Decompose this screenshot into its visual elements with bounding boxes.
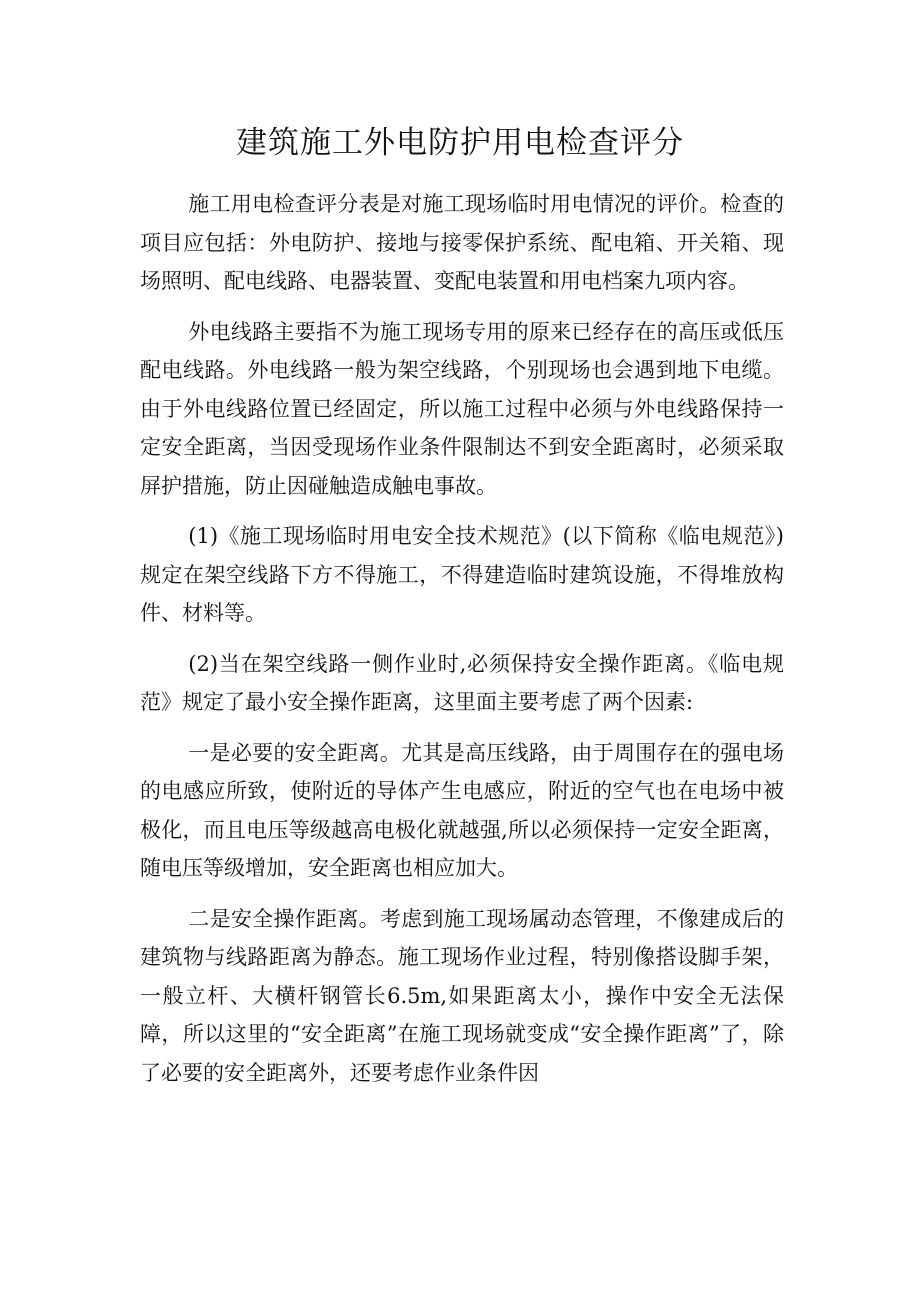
document-title: 建筑施工外电防护用电检查评分	[236, 125, 684, 161]
paragraph-factor-1: 一是必要的安全距离。尤其是高压线路，由于周围存在的强电场的电感应所致，使附近的导体产生电感应，附近的空气也在电场中被极化，而且电压等级越高电极化就越强,所以必须保持一定安全距离，随电压等级增加，安全距离也相应加大。	[140, 740, 784, 880]
paragraph-external-lines: 外电线路主要指不为施工现场专用的原来已经存在的高压或低压配电线路。外电线路一般为架空线路，个别现场也会遇到地下电缆。由于外电线路位置已经固定，所以施工过程中必须与外电线路保持一定安全距离，当因受现场作业条件限制达不到安全距离时，必须采取屏护措施，防止因碰触造成触电事故。	[140, 319, 784, 498]
document-body	[140, 185, 784, 1104]
paragraph-factor-2: 二是安全操作距离。考虑到施工现场属动态管理，不像建成后的建筑物与线路距离为静态。施工现场作业过程，特别像搭设脚手架，一般立杆、大横杆钢管长6.5m,如果距离太小，操作中安全无法保障，所以这里的“安全距离”在施工现场就变成“安全操作距离”了，除了必要的安全距离外，还要考虑作业条件因	[140, 906, 784, 1085]
paragraph-rule-1: (1)《施工现场临时用电安全技术规范》(以下简称《临电规范》)规定在架空线路下方不得施工，不得建造临时建筑设施，不得堆放构件、材料等。	[140, 524, 784, 625]
paragraph-rule-2: (2)当在架空线路一侧作业时,必须保持安全操作距离。《临电规范》规定了最小安全操作距离，这里面主要考虑了两个因素:	[140, 651, 784, 714]
paragraph-inspection-scope: 施工用电检查评分表是对施工现场临时用电情况的评价。检查的项目应包括：外电防护、接地与接零保护系统、配电箱、开关箱、现场照明、配电线路、电器装置、变配电装置和用电档案九项内容。	[140, 192, 784, 293]
